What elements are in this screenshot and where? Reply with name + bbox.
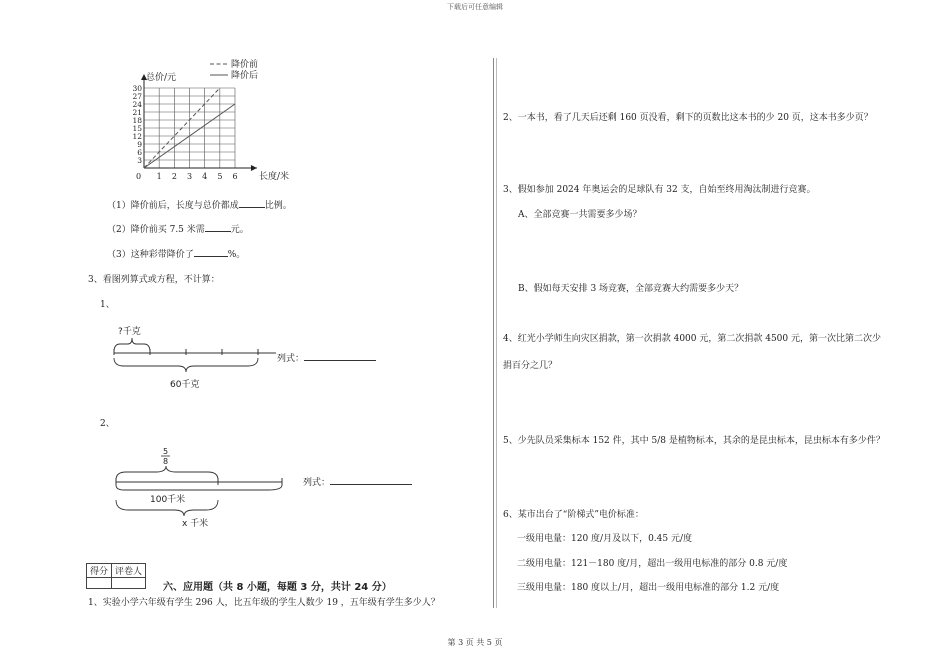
y-tick-label: 24 (132, 100, 142, 109)
chart-legend (210, 58, 258, 81)
column-divider-inner (496, 58, 497, 608)
price-length-chart (100, 58, 290, 183)
tier-3: 三级用电量：180 度以上/月，超出一级用电标准的部分 1.2 元/度 (517, 583, 780, 593)
segment-diagram-2 (108, 444, 293, 528)
question-2-text: （2）降价前买 7.5 米需 (107, 225, 205, 235)
equation-2-label: 列式： (303, 478, 331, 488)
question-3 (107, 247, 245, 260)
chart-ticks (132, 84, 237, 181)
top-brace (114, 338, 150, 352)
question-3-text: （3）这种彩带降价了 (107, 250, 194, 260)
question-heading-3: 3、看图列算式或方程，不计算： (88, 275, 220, 285)
y-tick-label: 6 (137, 148, 142, 157)
question-1-suffix: 比例。 (264, 201, 292, 211)
y-tick-label: 21 (132, 108, 142, 117)
y-tick-label: 3 (137, 156, 142, 165)
y-tick-label: 12 (132, 132, 142, 141)
x-tick-label: 2 (171, 172, 177, 181)
answer-blank-1[interactable] (239, 199, 265, 208)
question-1-text: （1）降价前后，长度与总价都成 (107, 201, 239, 211)
x-tick-label: 3 (187, 172, 193, 181)
legend-label-1: 降价前 (231, 60, 259, 70)
score-cell[interactable] (87, 578, 112, 589)
y-tick-label: 9 (137, 140, 142, 149)
y-tick-label: 30 (132, 84, 142, 93)
tier-1: 一级用电量：120 度/月及以下，0.45 元/度 (517, 534, 693, 544)
fraction-denominator: 8 (163, 457, 169, 466)
fraction-numerator: 5 (163, 447, 169, 456)
section-title: 六、应用题（共 8 小题，每题 3 分，共计 24 分） (163, 582, 392, 593)
diagram-2-equation (303, 475, 412, 488)
segment-diagram-1 (108, 322, 288, 394)
score-table (86, 563, 146, 589)
x-axis-arrow (251, 165, 257, 171)
x-tick-label: 5 (217, 172, 223, 181)
x-tick-label: 6 (232, 172, 238, 181)
problem-5: 5、少先队员采集标本 152 件，其中 5/8 是植物标本，其余的是昆虫标本，昆虫标本有多少件？ (503, 436, 885, 446)
answer-blank-2[interactable] (205, 223, 231, 232)
question-2-suffix: 元。 (230, 225, 249, 235)
equation-2-blank[interactable] (330, 476, 412, 485)
y-tick-label: 15 (132, 124, 142, 133)
diagram-1-number: 1、 (100, 300, 115, 310)
y-axis-label: 总价/元 (146, 73, 177, 83)
score-cell-label: 得分 (87, 564, 112, 578)
equation-1-blank[interactable] (304, 352, 376, 361)
question-3-suffix: %。 (227, 250, 246, 260)
top-brace (116, 466, 218, 480)
diagram-2-mid-label: 100千米 (150, 495, 186, 505)
problem-3-part-b: B、假如每天安排 3 场竞赛，全部竞赛大约需要多少天？ (518, 284, 744, 294)
answer-blank-3[interactable] (194, 248, 228, 257)
x-tick-label: 1 (156, 172, 162, 181)
tier-2: 二级用电量：121－180 度/月，超出一级用电标准的部分 0.8 元/度 (517, 559, 788, 569)
problem-1: 1、实验小学六年级有学生 296 人，比五年级的学生人数少 19 ，五年级有学生多少人？ (88, 598, 440, 608)
x-tick-label: 0 (136, 172, 142, 181)
diagram-2-bottom-label: x 千米 (182, 519, 209, 528)
diagram-1-top-label: ?千克 (118, 327, 141, 337)
question-2 (107, 222, 249, 235)
bottom-brace (114, 358, 258, 372)
diagram-1-equation (277, 351, 376, 364)
column-divider (493, 58, 494, 608)
problem-2: 2、一本书，看了几天后还剩 160 页没看，剩下的页数比这本书的少 20 页，这本书多少页？ (503, 113, 873, 123)
arc-whole (116, 485, 282, 490)
x-axis-label: 长度/米 (259, 172, 290, 182)
legend-label-2: 降价后 (231, 71, 259, 81)
diagram-1-bottom-label: 60千克 (170, 380, 200, 390)
header-note: 下载后可任意编辑 (447, 3, 503, 11)
chart-axes (141, 74, 257, 171)
problem-3: 3、假如参加 2024 年奥运会的足球队有 32 支，自始至终用淘汰制进行竞赛。 (503, 185, 816, 195)
equation-1-label: 列式： (277, 354, 305, 364)
chart-grid (144, 88, 235, 168)
problem-6: 6、某市出台了“阶梯式”电价标准： (503, 510, 644, 520)
problem-3-part-a: A、全部竞赛一共需要多少场？ (518, 210, 642, 220)
problem-4-line-1: 4、红光小学师生向灾区捐款，第一次捐款 4000 元，第二次捐款 4500 元，第一次比第二次少 (503, 334, 881, 344)
grader-cell-label: 评卷人 (112, 564, 146, 578)
y-tick-label: 18 (132, 116, 142, 125)
question-1 (107, 198, 292, 211)
problem-4-line-2: 捐百分之几？ (503, 361, 558, 371)
y-tick-label: 27 (132, 92, 142, 101)
x-tick-label: 4 (202, 172, 208, 181)
grader-cell[interactable] (112, 578, 146, 589)
page-footer: 第 3 页 共 5 页 (447, 638, 503, 647)
diagram-2-number: 2、 (100, 419, 115, 429)
